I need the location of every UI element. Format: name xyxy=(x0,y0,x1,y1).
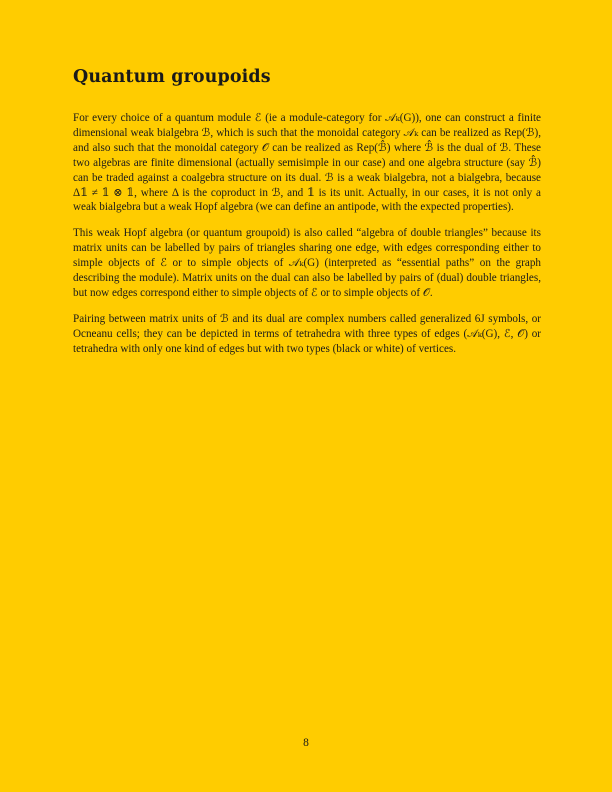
paragraph-quantum-module: For every choice of a quantum module ℰ (ie a module-category for 𝒜ₖ(G)), one can construct a finite dimensional weak bialgebra ℬ, which is such that the monoidal category 𝒜ₖ can be realized as Rep(ℬ), and also such that the monoidal category 𝒪 can be realized as Rep(ℬ̂) where ℬ̂ is the dual of ℬ. These two algebras are finite dimensional (actually semisimple in our case) and one algebra structure (say ℬ̂) can be traded against a coalgebra structure on its dual. ℬ is a weak bialgebra, not a bialgebra, because Δ𝟙 ≠ 𝟙 ⊗ 𝟙, where Δ is the coproduct in ℬ, and 𝟙 is its unit. Actually, in our cases, it is not only a weak bialgebra but a weak Hopf algebra (we can define an antipode, with the expected properties). xyxy=(73,112,541,214)
page-content xyxy=(73,66,541,368)
paragraph-pairing: Pairing between matrix units of ℬ and its dual are complex numbers called generalized 6J symbols, or Ocneanu cells; they can be depicted in terms of tetrahedra with three types of edges (𝒜ₖ(G), ℰ, 𝒪) or tetrahedra with only one kind of edges but with two types (black or white) of vertices. xyxy=(73,312,541,355)
page-number: 8 xyxy=(303,737,309,749)
paragraph-weak-hopf-algebra: This weak Hopf algebra (or quantum groupoid) is also called “algebra of double triangles” because its matrix units can be labelled by pairs of triangles sharing one edge, with edges corresponding either to simple objects of ℰ or to simple objects of 𝒜ₖ(G) (interpreted as “essential paths” on the graph describing the module). Matrix units on the dual can also be labelled by pairs of (dual) double triangles, but now edges correspond either to simple objects of ℰ or to simple objects of 𝒪. xyxy=(73,227,541,299)
section-title: Quantum groupoids xyxy=(73,67,271,87)
